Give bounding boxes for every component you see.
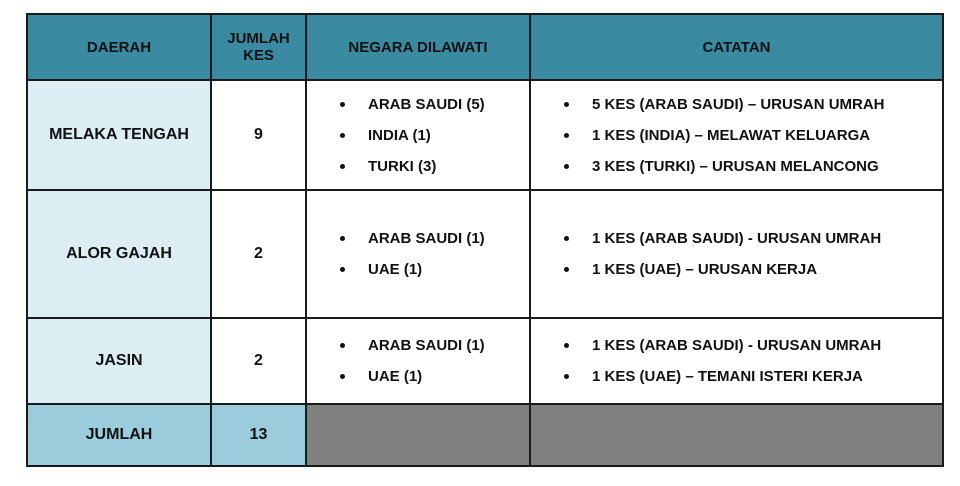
jumlah-cell: 2 <box>211 190 306 318</box>
negara-cell <box>306 190 530 318</box>
table-row <box>27 80 943 190</box>
list-item: UAE (1) <box>307 361 529 392</box>
empty-gray-cell <box>530 404 943 466</box>
list-item: 5 KES (ARAB SAUDI) – URUSAN UMRAH <box>531 89 942 120</box>
list-item: 3 KES (TURKI) – URUSAN MELANCONG <box>531 151 942 182</box>
empty-gray-cell <box>306 404 530 466</box>
daerah-cell: ALOR GAJAH <box>27 190 211 318</box>
list-item: UAE (1) <box>307 254 529 285</box>
list-item: INDIA (1) <box>307 120 529 151</box>
header-negara: NEGARA DILAWATI <box>306 14 530 80</box>
header-catatan: CATATAN <box>530 14 943 80</box>
header-daerah: DAERAH <box>27 14 211 80</box>
jumlah-cell: 2 <box>211 318 306 404</box>
header-jumlah-kes <box>211 14 306 80</box>
daerah-cell: MELAKA TENGAH <box>27 80 211 190</box>
table-row <box>27 318 943 404</box>
list-item: 1 KES (ARAB SAUDI) - URUSAN UMRAH <box>531 330 942 361</box>
daerah-cell: JASIN <box>27 318 211 404</box>
list-item: 1 KES (ARAB SAUDI) - URUSAN UMRAH <box>531 223 942 254</box>
catatan-cell <box>530 318 943 404</box>
list-item: 1 KES (UAE) – URUSAN KERJA <box>531 254 942 285</box>
list-item: ARAB SAUDI (5) <box>307 89 529 120</box>
header-jumlah-line2: KES <box>243 47 274 64</box>
list-item: TURKI (3) <box>307 151 529 182</box>
header-jumlah-line1: JUMLAH <box>227 30 290 47</box>
total-row <box>27 404 943 466</box>
catatan-cell <box>530 80 943 190</box>
negara-cell <box>306 80 530 190</box>
list-item: ARAB SAUDI (1) <box>307 330 529 361</box>
list-item: ARAB SAUDI (1) <box>307 223 529 254</box>
cases-table <box>26 13 944 467</box>
negara-cell <box>306 318 530 404</box>
list-item: 1 KES (INDIA) – MELAWAT KELUARGA <box>531 120 942 151</box>
total-value: 13 <box>211 404 306 466</box>
jumlah-cell: 9 <box>211 80 306 190</box>
list-item: 1 KES (UAE) – TEMANI ISTERI KERJA <box>531 361 942 392</box>
catatan-cell <box>530 190 943 318</box>
table-row <box>27 190 943 318</box>
header-row <box>27 14 943 80</box>
total-label: JUMLAH <box>27 404 211 466</box>
